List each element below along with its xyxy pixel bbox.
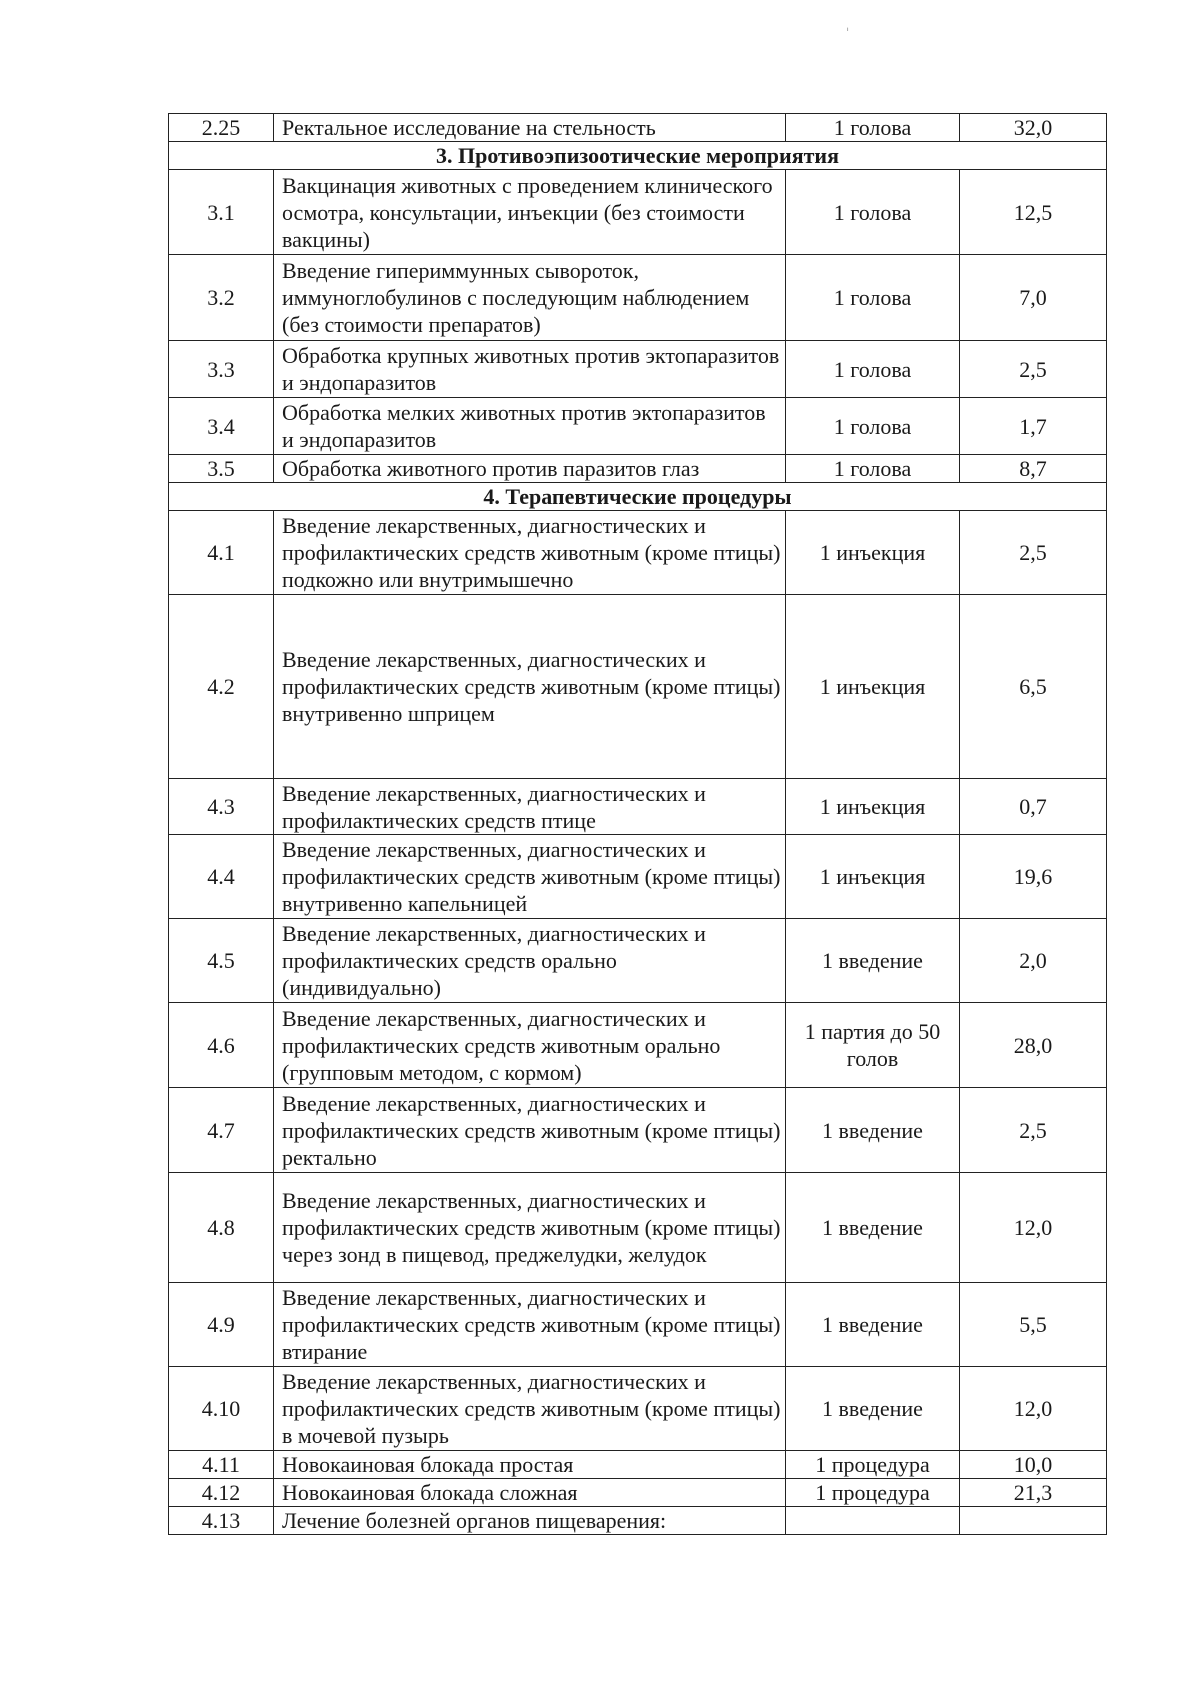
- row-unit: 1 партия до 50 голов: [786, 1003, 960, 1088]
- row-price: 8,7: [960, 455, 1107, 483]
- table-row: [169, 455, 1107, 483]
- row-number: 4.12: [169, 1479, 274, 1507]
- row-price: 10,0: [960, 1451, 1107, 1479]
- table-row: [169, 1283, 1107, 1367]
- row-price: 7,0: [960, 255, 1107, 341]
- row-number: 4.7: [169, 1088, 274, 1173]
- row-price: 19,6: [960, 835, 1107, 919]
- row-service: Введение гипериммунных сывороток, иммуноглобулинов с последующим наблюдением (без стоимости препаратов): [274, 255, 786, 341]
- table-row: [169, 1479, 1107, 1507]
- table-row: [169, 511, 1107, 595]
- row-service: Лечение болезней органов пищеварения:: [274, 1507, 786, 1535]
- table-row: [169, 1173, 1107, 1283]
- row-unit: 1 процедура: [786, 1451, 960, 1479]
- section-heading-row: [169, 483, 1107, 511]
- row-unit: 1 введение: [786, 1367, 960, 1451]
- row-unit: [786, 1507, 960, 1535]
- row-unit: 1 голова: [786, 170, 960, 255]
- price-table: [168, 113, 1107, 1535]
- table-row: [169, 1507, 1107, 1535]
- row-price: [960, 1507, 1107, 1535]
- row-number: 4.8: [169, 1173, 274, 1283]
- row-unit: 1 голова: [786, 341, 960, 398]
- row-number: 4.6: [169, 1003, 274, 1088]
- row-number: 4.3: [169, 779, 274, 835]
- row-number: 4.1: [169, 511, 274, 595]
- row-service: Вакцинация животных с проведением клинического осмотра, консультации, инъекции (без стоимости вакцины): [274, 170, 786, 255]
- row-unit: 1 инъекция: [786, 511, 960, 595]
- row-service: Введение лекарственных, диагностических и профилактических средств животным (кроме птицы) через зонд в пищевод, преджелудки, желудок: [274, 1173, 786, 1283]
- row-price: 2,5: [960, 341, 1107, 398]
- row-number: 4.2: [169, 595, 274, 779]
- row-price: 12,0: [960, 1367, 1107, 1451]
- row-unit: 1 введение: [786, 1088, 960, 1173]
- row-number: 4.10: [169, 1367, 274, 1451]
- row-service: Ректальное исследование на стельность: [274, 114, 786, 142]
- row-service: Введение лекарственных, диагностических и профилактических средств животным (кроме птицы) внутривенно шприцем: [274, 595, 786, 779]
- row-unit: 1 голова: [786, 255, 960, 341]
- table-row: [169, 341, 1107, 398]
- row-number: 3.5: [169, 455, 274, 483]
- row-unit: 1 введение: [786, 1283, 960, 1367]
- row-number: 3.1: [169, 170, 274, 255]
- row-unit: 1 введение: [786, 919, 960, 1003]
- row-price: 12,0: [960, 1173, 1107, 1283]
- row-service: Новокаиновая блокада простая: [274, 1451, 786, 1479]
- row-number: 3.4: [169, 398, 274, 455]
- row-price: 2,5: [960, 511, 1107, 595]
- section-heading-row: [169, 142, 1107, 170]
- row-service: Введение лекарственных, диагностических и профилактических средств орально (индивидуально): [274, 919, 786, 1003]
- row-number: 4.4: [169, 835, 274, 919]
- row-number: 3.2: [169, 255, 274, 341]
- row-price: 32,0: [960, 114, 1107, 142]
- row-price: 12,5: [960, 170, 1107, 255]
- table-row: [169, 1088, 1107, 1173]
- row-unit: 1 голова: [786, 398, 960, 455]
- row-service: Введение лекарственных, диагностических и профилактических средств птице: [274, 779, 786, 835]
- row-unit: 1 инъекция: [786, 779, 960, 835]
- row-unit: 1 введение: [786, 1173, 960, 1283]
- row-price: 5,5: [960, 1283, 1107, 1367]
- row-unit: 1 голова: [786, 114, 960, 142]
- row-number: 2.25: [169, 114, 274, 142]
- section-title: 3. Противоэпизоотические мероприятия: [169, 142, 1107, 170]
- table-row: [169, 170, 1107, 255]
- table-row: [169, 398, 1107, 455]
- row-service: Новокаиновая блокада сложная: [274, 1479, 786, 1507]
- table-row: [169, 1003, 1107, 1088]
- row-service: Введение лекарственных, диагностических и профилактических средств животным (кроме птицы) подкожно или внутримышечно: [274, 511, 786, 595]
- scan-mark: ˌ: [846, 18, 850, 32]
- row-service: Введение лекарственных, диагностических и профилактических средств животным (кроме птицы) в мочевой пузырь: [274, 1367, 786, 1451]
- row-unit: 1 голова: [786, 455, 960, 483]
- row-price: 6,5: [960, 595, 1107, 779]
- row-price: 2,0: [960, 919, 1107, 1003]
- row-price: 1,7: [960, 398, 1107, 455]
- row-service: Введение лекарственных, диагностических и профилактических средств животным (кроме птицы) ректально: [274, 1088, 786, 1173]
- row-number: 4.9: [169, 1283, 274, 1367]
- table-row: [169, 1367, 1107, 1451]
- row-service: Обработка крупных животных против эктопаразитов и эндопаразитов: [274, 341, 786, 398]
- row-price: 21,3: [960, 1479, 1107, 1507]
- row-unit: 1 инъекция: [786, 835, 960, 919]
- table-row: [169, 779, 1107, 835]
- row-number: 4.5: [169, 919, 274, 1003]
- row-price: 28,0: [960, 1003, 1107, 1088]
- row-price: 2,5: [960, 1088, 1107, 1173]
- row-number: 3.3: [169, 341, 274, 398]
- section-title: 4. Терапевтические процедуры: [169, 483, 1107, 511]
- table-row: [169, 919, 1107, 1003]
- table-row: [169, 114, 1107, 142]
- row-unit: 1 процедура: [786, 1479, 960, 1507]
- table-row: [169, 255, 1107, 341]
- row-number: 4.11: [169, 1451, 274, 1479]
- table-row: [169, 595, 1107, 779]
- row-price: 0,7: [960, 779, 1107, 835]
- row-service: Введение лекарственных, диагностических и профилактических средств животным (кроме птицы) внутривенно капельницей: [274, 835, 786, 919]
- row-service: Введение лекарственных, диагностических и профилактических средств животным (кроме птицы) втирание: [274, 1283, 786, 1367]
- table-row: [169, 835, 1107, 919]
- row-unit: 1 инъекция: [786, 595, 960, 779]
- row-service: Введение лекарственных, диагностических и профилактических средств животным орально (групповым методом, с кормом): [274, 1003, 786, 1088]
- row-service: Обработка животного против паразитов глаз: [274, 455, 786, 483]
- table-row: [169, 1451, 1107, 1479]
- row-number: 4.13: [169, 1507, 274, 1535]
- row-service: Обработка мелких животных против эктопаразитов и эндопаразитов: [274, 398, 786, 455]
